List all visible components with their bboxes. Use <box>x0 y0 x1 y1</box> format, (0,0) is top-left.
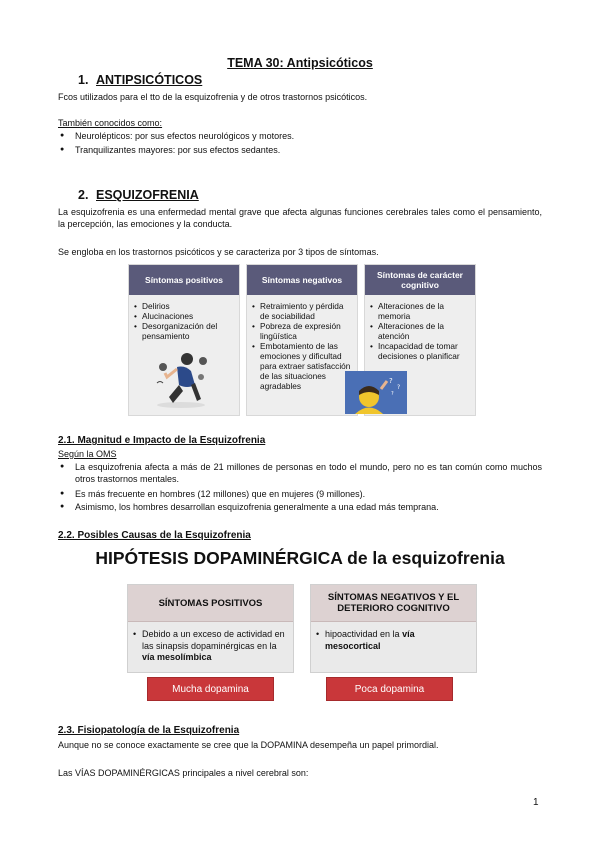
section-1-intro: Fcos utilizados para el tto de la esquizofrenia y de otros trastornos psicóticos. <box>58 92 368 102</box>
list-item: • Embotamiento de las emociones y dificultad para extraer satisfacción de las situaciones agradables <box>260 341 353 391</box>
svg-text:?: ? <box>389 377 393 385</box>
source-label: Según la OMS <box>58 449 117 459</box>
section-1-number: 1. <box>78 73 89 87</box>
mucha-dopamina-button[interactable]: Mucha dopamina <box>147 677 274 701</box>
card-negative-hypothesis <box>310 584 477 673</box>
list-item: ● Neurolépticos: por sus efectos neurológicos y motores. <box>75 130 294 142</box>
page-title: TEMA 30: Antipsicóticos <box>227 56 373 70</box>
list-item: ● La esquizofrenia afecta a más de 21 millones de personas en todo el mundo, pero no es tan común como muchos otros trastornos mentales. <box>75 461 542 485</box>
section-2-1-heading: 2.1. Magnitud e Impacto de la Esquizofrenia <box>58 435 266 446</box>
section-2-heading <box>78 188 199 202</box>
card-bold-text: vía mesolímbica <box>142 652 212 662</box>
poca-dopamina-button[interactable]: Poca dopamina <box>326 677 453 701</box>
section-2-paragraph-2: Se engloba en los trastornos psicóticos y se caracteriza por 3 tipos de síntomas. <box>58 247 379 257</box>
card-title: SÍNTOMAS NEGATIVOS Y EL DETERIORO COGNITIVO <box>311 585 476 622</box>
list-item: • Delirios <box>142 301 235 311</box>
also-known-label: También conocidos como: <box>58 118 163 128</box>
list-item <box>325 629 472 652</box>
section-2-number: 2. <box>78 188 89 202</box>
card-text: hipoactividad en la <box>325 629 400 639</box>
list-item: • Desorganización del pensamiento <box>142 321 235 341</box>
confused-person-illustration <box>345 371 407 414</box>
list-item: • Alteraciones de la memoria <box>378 301 471 321</box>
section-2-2-heading: 2.2. Posibles Causas de la Esquizofrenia <box>58 530 251 541</box>
svg-text:?: ? <box>397 384 401 391</box>
card-bold-text: vía mesocortical <box>325 629 415 651</box>
section-2-paragraph: La esquizofrenia es una enfermedad mental grave que afecta algunas funciones cerebrales tales como el pensamiento, la percepción, las emociones y la conducta. <box>58 207 542 229</box>
card-positive-symptoms <box>128 264 240 416</box>
hypothesis-title: HIPÓTESIS DOPAMINÉRGICA de la esquizofrenia <box>95 548 505 568</box>
card-title: SÍNTOMAS POSITIVOS <box>128 585 293 622</box>
card-text: Debido a un exceso de actividad en las sinapsis dopaminérgicas en la <box>142 629 285 651</box>
page-number: 1 <box>533 797 539 808</box>
svg-text:?: ? <box>391 391 394 397</box>
list-item: • Incapacidad de tomar decisiones o planificar <box>378 341 471 361</box>
section-1-title: ANTIPSICÓTICOS <box>96 73 203 87</box>
list-item: ● Asimismo, los hombres desarrollan esquizofrenia generalmente a una edad más temprana. <box>75 501 439 513</box>
list-item: • Retraimiento y pérdida de sociabilidad <box>260 301 353 321</box>
list-item: ● Tranquilizantes mayores: por sus efectos sedantes. <box>75 144 280 156</box>
section-2-title: ESQUIZOFRENIA <box>96 188 199 202</box>
distressed-person-illustration <box>151 347 215 409</box>
card-negative-symptoms <box>246 264 358 416</box>
section-2-3-paragraph-2: Las VÍAS DOPAMINÉRGICAS principales a nivel cerebral son: <box>58 768 309 778</box>
card-positive-hypothesis <box>127 584 294 673</box>
list-item: • Alucinaciones <box>142 311 235 321</box>
list-item: • Alteraciones de la atención <box>378 321 471 341</box>
list-item <box>142 629 289 664</box>
list-item: ● Es más frecuente en hombres (12 millones) que en mujeres (9 millones). <box>75 488 365 500</box>
section-2-3-paragraph: Aunque no se conoce exactamente se cree que la DOPAMINA desempeña un papel primordial. <box>58 740 439 750</box>
card-title: Síntomas positivos <box>129 265 239 295</box>
section-2-3-heading: 2.3. Fisiopatología de la Esquizofrenia <box>58 725 240 736</box>
card-title: Síntomas negativos <box>247 265 357 295</box>
section-1-heading <box>78 73 202 87</box>
list-item: • Pobreza de expresión lingüística <box>260 321 353 341</box>
card-title: Síntomas de carácter cognitivo <box>365 265 475 295</box>
